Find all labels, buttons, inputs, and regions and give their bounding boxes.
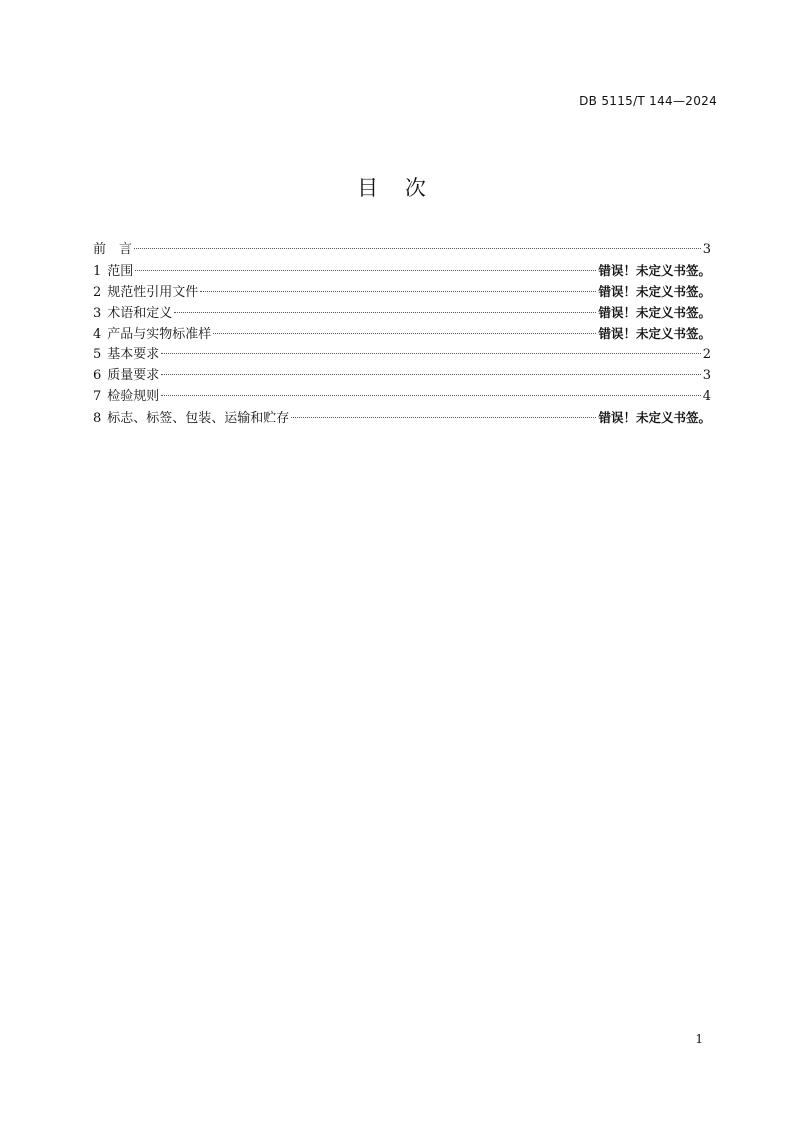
toc-entry-number: 2 xyxy=(93,285,102,300)
toc-leader xyxy=(213,333,596,334)
page-number: 1 xyxy=(695,1032,703,1046)
toc-leader xyxy=(135,270,596,271)
toc-entry-page: 3 xyxy=(702,368,711,383)
toc-entry-label: 产品与实物标准样 xyxy=(107,327,212,342)
toc-entry-number: 6 xyxy=(93,368,102,383)
toc-leader xyxy=(161,374,700,375)
toc-entry-number: 5 xyxy=(93,347,102,362)
toc-entry-quality-requirements[interactable] xyxy=(93,365,711,386)
toc-entry-label: 标志、标签、包装、运输和贮存 xyxy=(107,411,290,426)
toc-entry-basic-requirements[interactable] xyxy=(93,344,711,365)
toc-entry-page-error: 错误！未定义书签。 xyxy=(598,263,711,278)
toc-entry-page-error: 错误！未定义书签。 xyxy=(598,326,711,341)
toc-entry-label: 基本要求 xyxy=(107,347,160,362)
toc-entry-number: 7 xyxy=(93,389,102,404)
toc-entry-inspection-rules[interactable] xyxy=(93,386,711,407)
toc-leader xyxy=(174,312,596,313)
toc-entry-page: 4 xyxy=(702,389,711,404)
toc-entry-marking-packaging[interactable] xyxy=(93,407,711,428)
toc-title: 目 次 xyxy=(357,176,436,200)
toc-entry-product-samples[interactable] xyxy=(93,323,711,344)
toc-entry-number: 3 xyxy=(93,306,102,321)
toc-entry-preface[interactable] xyxy=(93,239,711,260)
toc-entry-number: 8 xyxy=(93,411,102,426)
toc-entry-page: 2 xyxy=(702,347,711,362)
toc-leader xyxy=(161,353,700,354)
toc-entry-label: 前 言 xyxy=(93,242,133,257)
toc-entry-page: 3 xyxy=(702,242,711,257)
doc-code: DB 5115/T 144—2024 xyxy=(579,94,717,108)
toc-entry-terms-definitions[interactable] xyxy=(93,302,711,323)
toc-entry-page-error: 错误！未定义书签。 xyxy=(598,284,711,299)
toc-leader xyxy=(161,395,700,396)
table-of-contents xyxy=(93,239,711,428)
toc-entry-number: 1 xyxy=(93,264,102,279)
toc-entry-scope[interactable] xyxy=(93,260,711,281)
toc-entry-page-error: 错误！未定义书签。 xyxy=(598,410,711,425)
toc-entry-label: 范围 xyxy=(107,264,134,279)
toc-entry-normative-references[interactable] xyxy=(93,281,711,302)
toc-entry-label: 检验规则 xyxy=(107,389,160,404)
toc-entry-label: 规范性引用文件 xyxy=(107,285,199,300)
toc-entry-label: 质量要求 xyxy=(107,368,160,383)
toc-entry-page-error: 错误！未定义书签。 xyxy=(598,305,711,320)
toc-entry-label: 术语和定义 xyxy=(107,306,173,321)
toc-entry-number: 4 xyxy=(93,327,102,342)
toc-leader xyxy=(200,291,596,292)
toc-leader xyxy=(134,248,701,249)
toc-leader xyxy=(291,417,596,418)
